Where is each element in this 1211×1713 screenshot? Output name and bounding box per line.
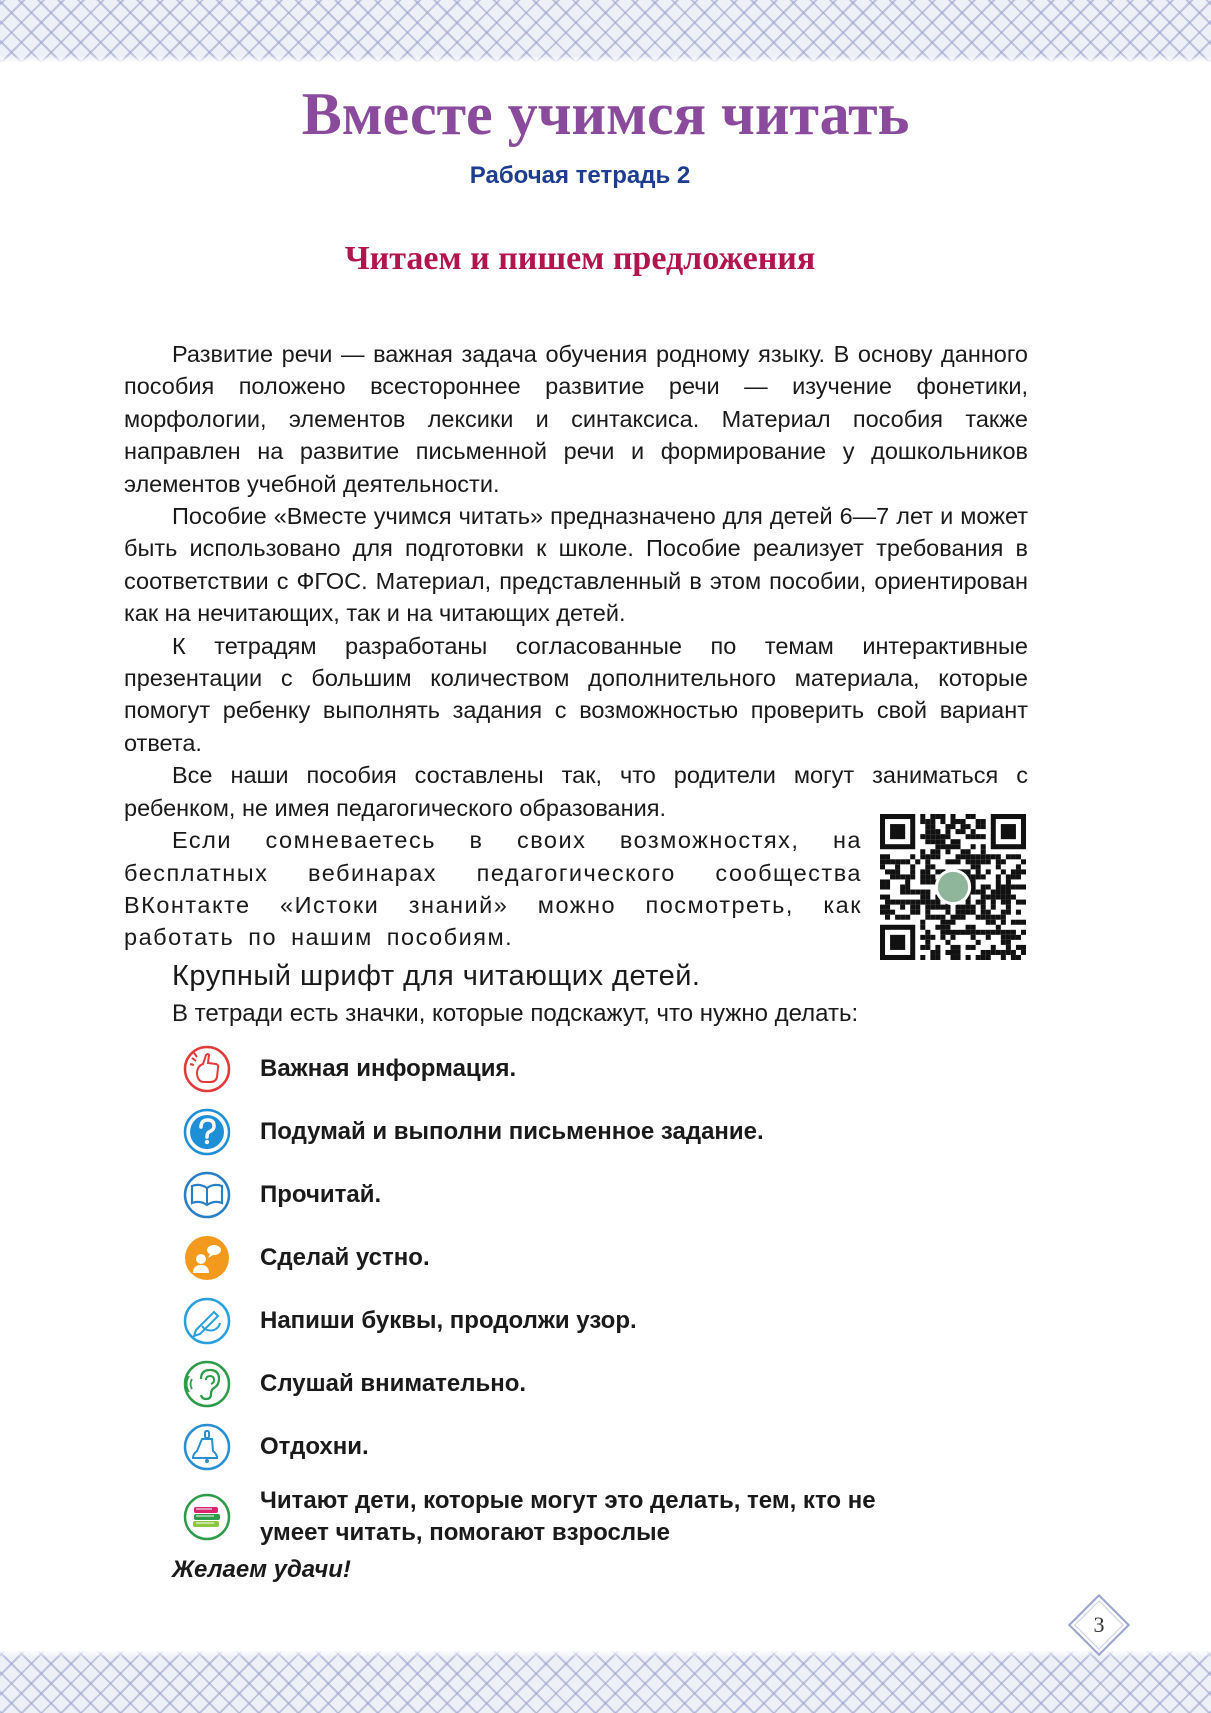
- legend-item-listen: [182, 1359, 526, 1409]
- bottom-ornament-border: [0, 1651, 1211, 1713]
- pencil-hand-icon: [182, 1296, 232, 1346]
- workbook-subtitle: Рабочая тетрадь 2: [469, 162, 691, 189]
- page-number-badge: [1064, 1590, 1134, 1660]
- paragraph-5: Если сомневаетесь в своих возможностях, на бесплатных вебинарах педагогического сообщества ВКонтакте «Истоки знаний» можно посмотреть, как работать по нашим пособиям.: [124, 827, 862, 951]
- legend-item-write-letters: [182, 1296, 637, 1346]
- legend-item-oral: [182, 1233, 430, 1283]
- paragraph-4: Все наши пособия составлены так, что родители могут заниматься с ребенком, не имея педагогического образования.: [124, 762, 1028, 821]
- legend-label: Прочитай.: [260, 1181, 382, 1208]
- legend-item-rest: [182, 1422, 369, 1472]
- legend-item-important: [182, 1044, 516, 1094]
- books-stack-icon: [182, 1492, 232, 1542]
- qr-code[interactable]: [880, 814, 1026, 960]
- closing-wish: Желаем удачи!: [172, 1556, 351, 1583]
- icons-intro: В тетради есть значки, которые подскажут, что нужно делать:: [172, 1000, 859, 1027]
- legend-item-read: [182, 1170, 381, 1220]
- paragraph-3: К тетрадям разработаны согласованные по темам интерактивные презентации с большим количеством дополнительного материала, которые помогут ребенку выполнять задания с возможностью проверить свой вариант ответа.: [124, 632, 1028, 756]
- legend-item-written-task: [182, 1107, 764, 1157]
- paragraph-1: Развитие речи — важная задача обучения родному языку. В основу данного пособия положено всестороннее развитие речи — изучение фонетики, морфологии, элементов лексики и синтаксиса. Материал пособия также направлен на развитие письменной речи и формирование у дошкольников элементов учебной деятельности.: [124, 341, 1028, 497]
- legend-item-reading-kids: [182, 1485, 910, 1549]
- page-title: Вместе учимся читать: [301, 81, 910, 147]
- book-icon: [182, 1170, 232, 1220]
- section-title: Читаем и пишем предложения: [344, 240, 816, 277]
- question-icon: [182, 1107, 232, 1157]
- legend-label: Читают дети, которые могут это делать, тем, кто не умеет читать, помогают взрослые: [260, 1487, 876, 1546]
- legend-label: Подумай и выполни письменное задание.: [260, 1118, 764, 1145]
- paragraph-2: Пособие «Вместе учимся читать» предназначено для детей 6—7 лет и может быть использовано для подготовки к школе. Пособие реализует требования в соответствии с ФГОС. Материал, представленный в этом пособии, ориентирован как на нечитающих, так и на читающих детей.: [124, 503, 1028, 627]
- bell-icon: [182, 1422, 232, 1472]
- ear-icon: [182, 1359, 232, 1409]
- legend-label: Сделай устно.: [260, 1244, 430, 1271]
- qr-logo-icon: [938, 872, 968, 902]
- legend-label: Напиши буквы, продолжи узор.: [260, 1307, 637, 1334]
- legend-label: Слушай внимательно.: [260, 1370, 527, 1397]
- top-ornament-border: [0, 0, 1211, 62]
- large-font-note: Крупный шрифт для читающих детей.: [172, 960, 701, 992]
- page-number: 3: [1093, 1612, 1105, 1637]
- legend-label: Отдохни.: [260, 1433, 369, 1460]
- legend-label: Важная информация.: [260, 1055, 517, 1082]
- pointing-hand-icon: [182, 1044, 232, 1094]
- speech-icon: [182, 1233, 232, 1283]
